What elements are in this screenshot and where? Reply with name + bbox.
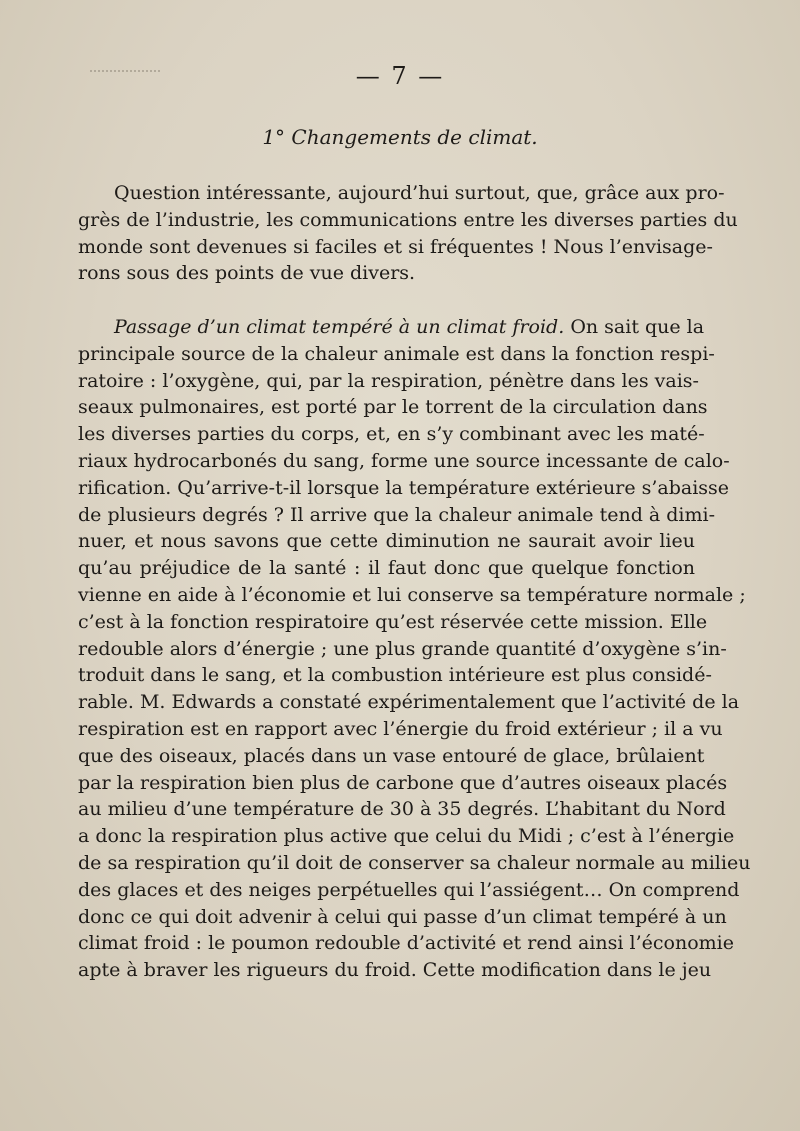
text-line: vienne en aide à l’économie et lui conserve sa température normale ;: [78, 583, 746, 606]
page-number: — 7 —: [355, 62, 445, 90]
text-line: des glaces et des neiges perpétuelles qui l’assiégent… On comprend: [78, 878, 740, 901]
text-line: que des oiseaux, placés dans un vase entouré de glace, brûlaient: [78, 744, 705, 767]
paragraph-cold-climate: [78, 314, 751, 984]
paragraph-title: Passage d’un climat tempéré à un climat froid.: [114, 316, 565, 338]
text-line: de plusieurs degrés ? Il arrive que la chaleur animale tend à dimi-: [78, 503, 716, 526]
text-line: climat froid : le poumon redouble d’activité et rend ainsi l’économie: [78, 932, 734, 955]
text-line: seaux pulmonaires, est porté par le torrent de la circulation dans: [78, 396, 708, 419]
text-line: redouble alors d’énergie ; une plus grande quantité d’oxygène s’in-: [78, 637, 727, 660]
text-line: apte à braver les rigueurs du froid. Cette modification dans le jeu: [78, 959, 712, 982]
text-line: monde sont devenues si faciles et si fréquentes ! Nous l’envisage-: [78, 235, 713, 258]
section-heading: 1° Changements de climat.: [262, 125, 538, 149]
text-line: troduit dans le sang, et la combustion intérieure est plus considé-: [78, 664, 712, 687]
text-line: de sa respiration qu’il doit de conserver sa chaleur normale au milieu: [78, 851, 751, 874]
paragraph-title-rest: On sait que la: [570, 316, 705, 338]
text-line: c’est à la fonction respiratoire qu’est réservée cette mission. Elle: [78, 610, 708, 633]
text-line: ratoire : l’oxygène, qui, par la respiration, pénètre dans les vais-: [78, 369, 699, 392]
text-line: rons sous des points de vue divers.: [78, 262, 416, 285]
text-line: les diverses parties du corps, et, en s’y combinant avec les maté-: [78, 423, 705, 446]
text-line: riaux hydrocarbonés du sang, forme une source incessante de calo-: [78, 449, 730, 472]
text-line: rification. Qu’arrive-t-il lorsque la température extérieure s’abaisse: [78, 476, 730, 499]
text-line: par la respiration bien plus de carbone que d’autres oiseaux placés: [78, 771, 728, 794]
text-line: grès de l’industrie, les communications entre les diverses parties du: [78, 208, 738, 231]
text-line-first: [78, 314, 705, 341]
text-line: au milieu d’une température de 30 à 35 degrés. L’habitant du Nord: [78, 798, 726, 821]
text-line: nuer, et nous savons que cette diminution ne saurait avoir lieu: [78, 530, 695, 553]
text-line: qu’au préjudice de la santé : il faut donc que quelque fonction: [78, 557, 695, 580]
text-line: a donc la respiration plus active que celui du Midi ; c’est à l’énergie: [78, 825, 735, 848]
text-line: rable. M. Edwards a constaté expérimentalement que l’activité de la: [78, 691, 740, 714]
text-line: respiration est en rapport avec l’énergie du froid extérieur ; il a vu: [78, 717, 723, 740]
text-line: donc ce qui doit advenir à celui qui passe d’un climat tempéré à un: [78, 905, 727, 928]
text-line: principale source de la chaleur animale est dans la fonction respi-: [78, 342, 715, 365]
paragraph-intro: [78, 180, 738, 287]
text-line: Question intéressante, aujourd’hui surtout, que, grâce aux pro-: [114, 182, 725, 204]
